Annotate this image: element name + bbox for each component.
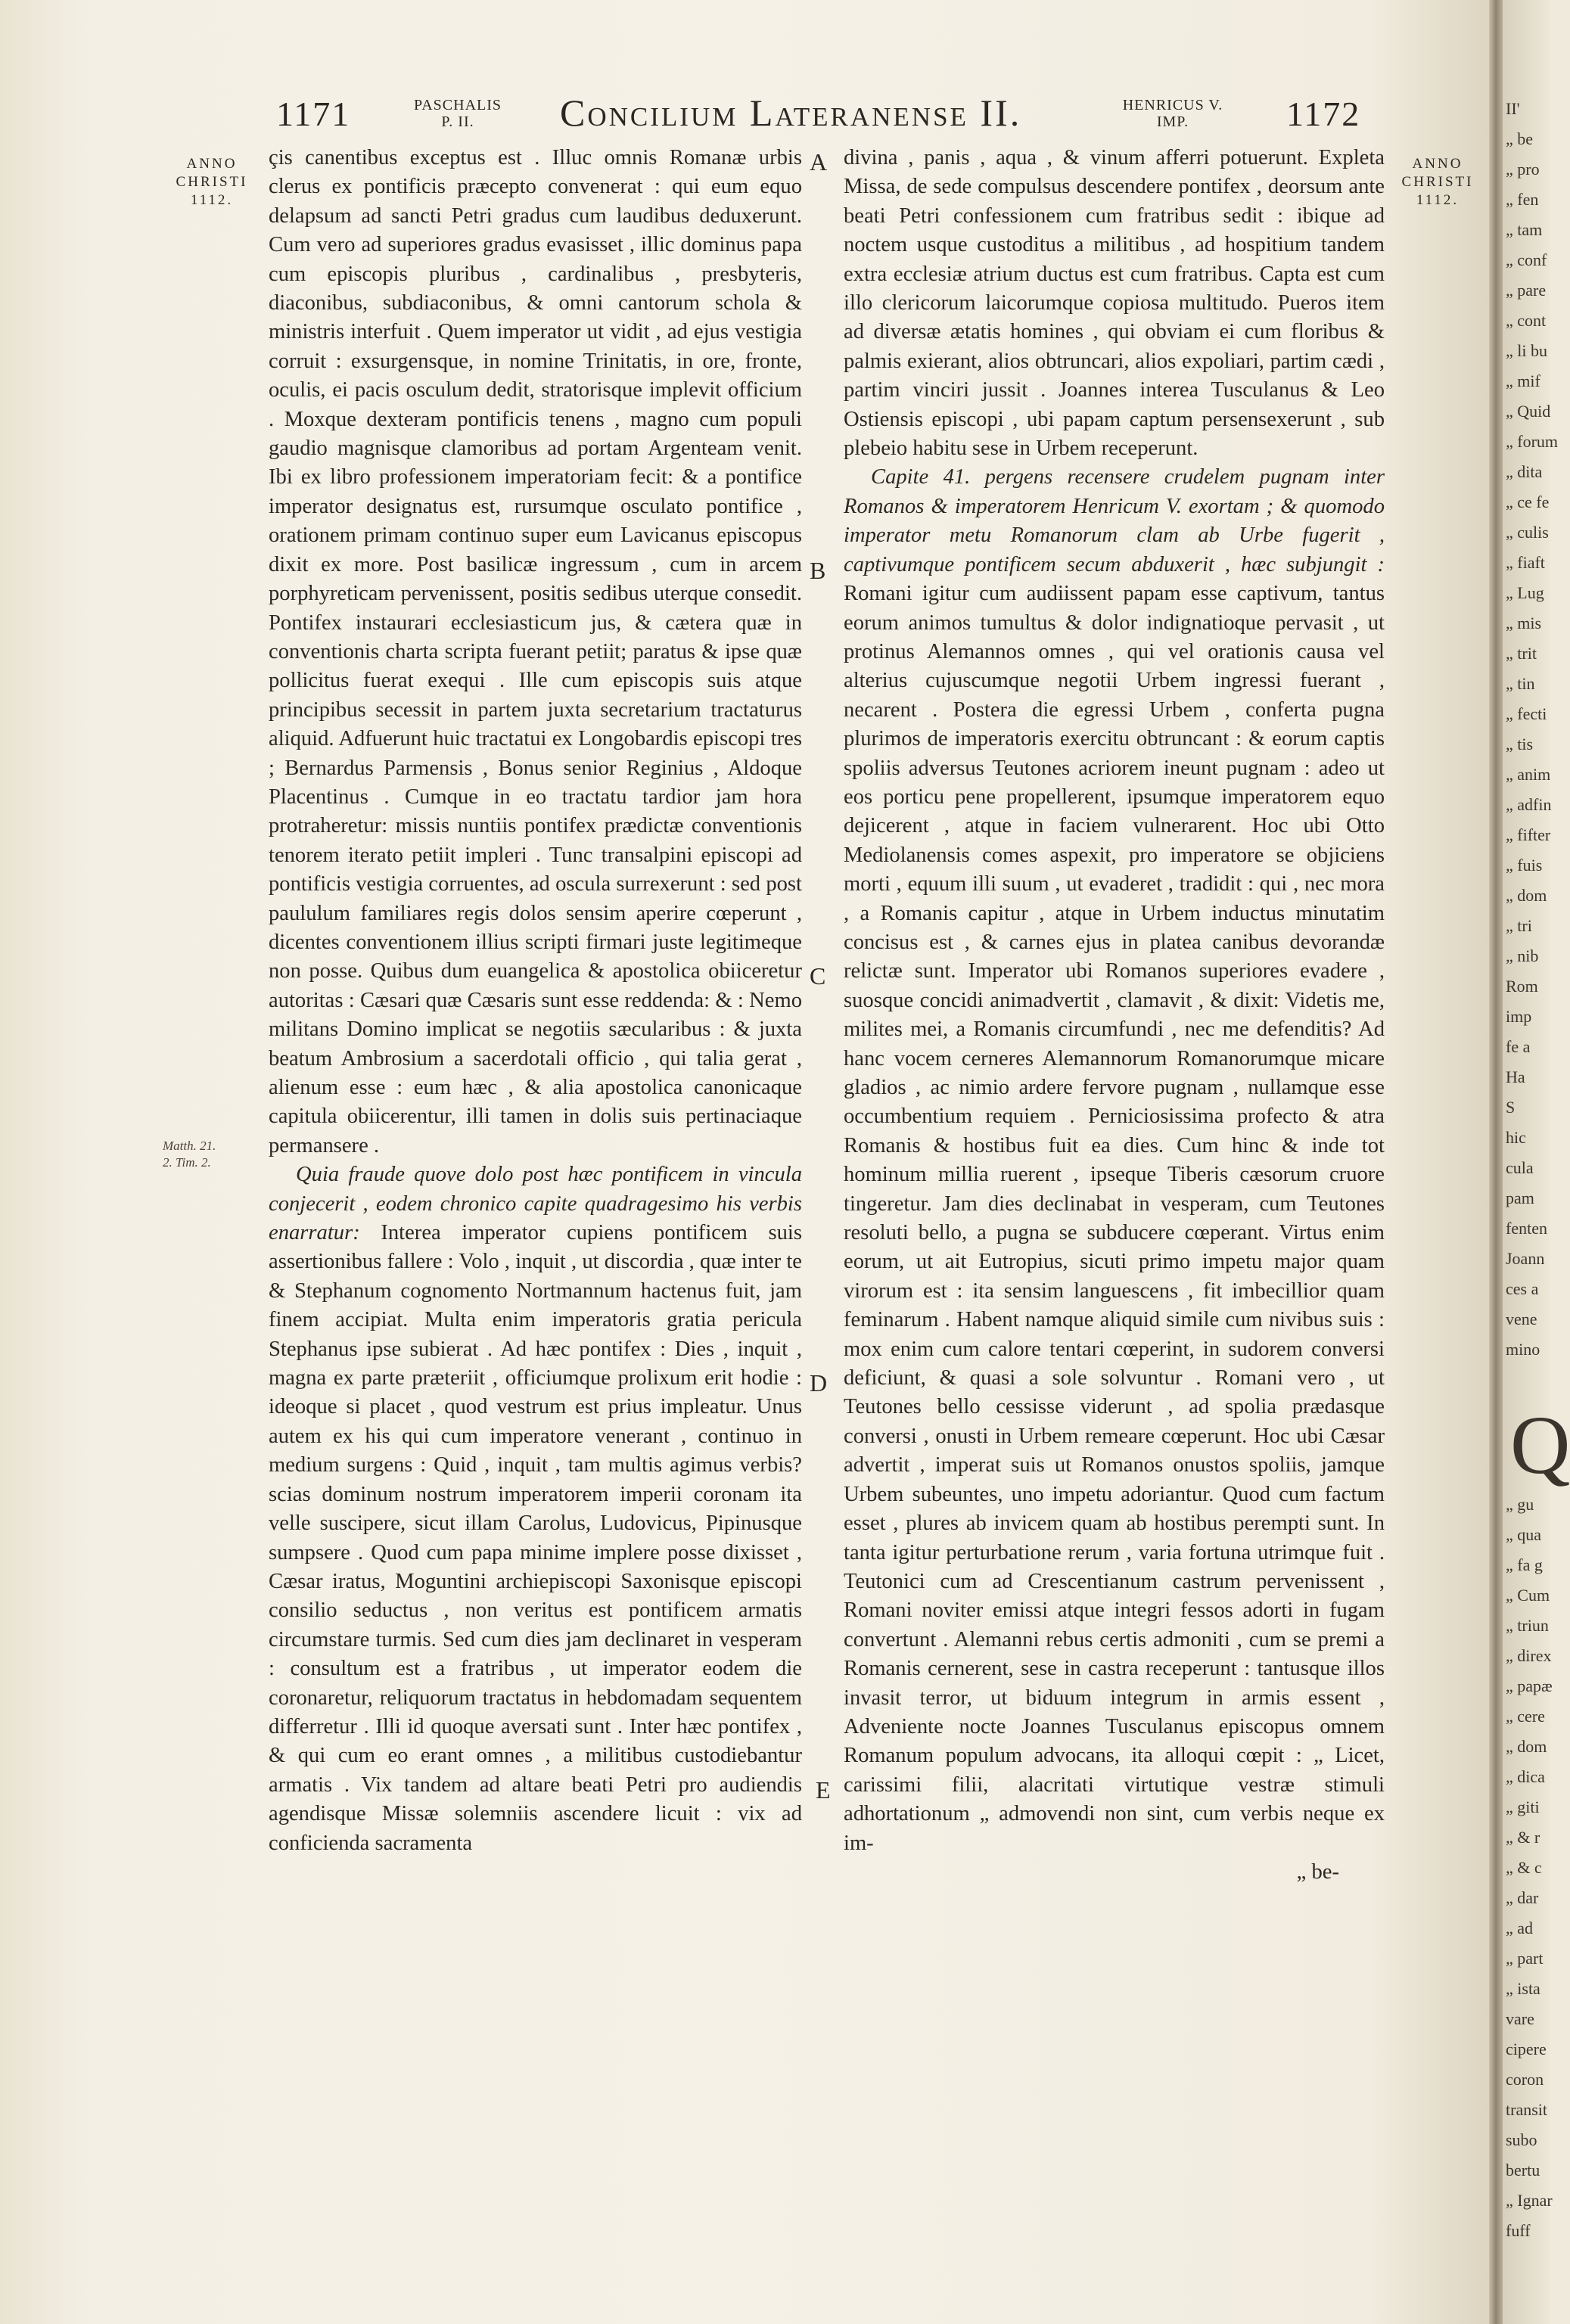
facing-page-fragment: „ & c <box>1506 1858 1542 1877</box>
facing-page-fragment: „ qua <box>1506 1525 1542 1544</box>
facing-page-fragment: „ tam <box>1506 220 1543 239</box>
facing-page-fragment: „ dom <box>1506 1737 1547 1756</box>
facing-page-fragment: „ ad <box>1506 1919 1534 1937</box>
scripture-reference-note: Matth. 21. 2. Tim. 2. <box>163 1139 216 1170</box>
facing-page-fragment: imp <box>1506 1007 1532 1026</box>
facing-page-fragment: „ mis <box>1506 614 1542 632</box>
facing-page-fragment: Joann <box>1506 1249 1545 1268</box>
facing-page-fragment: „ cont <box>1506 311 1547 330</box>
facing-page-fragment: „ trit <box>1506 644 1537 663</box>
facing-page-fragment: „ mif <box>1506 371 1540 390</box>
facing-page-fragment: „ be <box>1506 129 1534 148</box>
facing-page-fragment: cula <box>1506 1158 1534 1177</box>
right-paragraph-2-rubric: Capite 41. pergens recensere crudelem pugnam inter Romanos & imperatorem Henricum V. exortam ; & quomodo imperator metu Romanorum clam ab Urbe fugerit , captivumque pontificem secum abduxerit , hæc subjungit : <box>844 465 1385 576</box>
page-title: Concilium Lateranense II. <box>560 92 1022 134</box>
facing-page-fragment: „ direx <box>1506 1646 1552 1665</box>
facing-page-fragment: „ culis <box>1506 523 1549 542</box>
anno-christi-right: ANNO CHRISTI 1112. <box>1401 156 1474 208</box>
right-paragraph-2 <box>844 463 1385 1858</box>
facing-page-fragment: fenten <box>1506 1219 1547 1238</box>
facing-page-fragment: „ triun <box>1506 1616 1549 1635</box>
facing-page-fragment: „ fen <box>1506 190 1539 209</box>
facing-page-fragment: transit <box>1506 2100 1547 2119</box>
running-head-left: PASCHALIS P. II. <box>413 97 502 130</box>
facing-page-fragment: „ cere <box>1506 1707 1545 1726</box>
anno-christi-left: ANNO CHRISTI 1112. <box>176 156 248 208</box>
facing-page-fragment: „ fifter <box>1506 825 1551 844</box>
facing-page-fragment: „ dar <box>1506 1888 1539 1907</box>
facing-page-fragment: „ Ignar <box>1506 2191 1553 2210</box>
facing-page-fragment: „ pro <box>1506 160 1540 179</box>
left-paragraph-2-rubric: Quia fraude quove dolo post hæc pontificem in vincula conjecerit , eodem chronico capite quadragesimo his verbis enarratur: <box>269 1163 802 1245</box>
facing-page-fragment: pam <box>1506 1188 1534 1207</box>
left-paragraph-1: çis canentibus exceptus est . Illuc omnis Romanæ urbis clerus ex pontificis præcepto convenerat : qui eum equo delapsum ad sancti Petri gradus cum laudibus deduxerunt. Cum vero ad superiores gradus evasisset , illic dominus papa cum episcopis pluribus , cardinalibus , presbyteris, diaconibus, subdiaconibus, & omni cantorum schola & ministris interfuit . Quem imperator ut vidit , ad ejus vestigia corruit : exsurgensque, in nomine Trinitatis, in ore, fronte, oculis, ei pacis osculum dedit, stratorisque implevit officium . Moxque dexteram pontificis tenens , magno cum populi gaudio magnisque clamoribus ad portam Argenteam venit. Ibi ex libro professionem imperatoriam fecit: & a pontifice imperator designatus est, rursumque osculato pontifice , orationem primam continuo super eum Lavicanus episcopus dixit ex more. Post basilicæ ingressum , cum in arcem porphyreticam pervenissent, positis sedibus uterque consedit. Pontifex instaurari ecclesiasticum jus, & cætera quæ in conventionis charta scripta fuerant petiit; paratus & ipse quæ pollicitus fuerat exequi . Ille cum episcopis suis atque principibus secessit in partem juxta secretarium tractaturus aliquid. Adfuerunt huic tractatui ex Longobardis episcopi tres ; Bernardus Parmensis , Bonus senior Reginius , Aldoque Placentinus . Cumque in eo tractatu tardior jam hora protraheretur: missis nuntiis pontifex prædictæ conventionis tenorem iterato petiit impleri . Tunc transalpini episcopi ad pontificis vestigia corruentes, ad oscula surrexerunt : sed post paululum familiares regis dolos sensim aperire cœperunt , dicentes conventionem illius scripti firmari juste legitimeque non posse. Quibus dum euangelica & apostolica obiiceretur autoritas : Cæsari quæ Cæsaris sunt esse reddenda: & : Nemo militans Domino implicat se negotiis sæcularibus : & juxta beatum Ambrosium a sacerdotali officio , qui talia gerat , alienum esse : eum hæc , & alia apostolica canonicaque capitula obiicerentur, illi tamen in dolis suis pertinaciaque permansere . <box>269 146 802 1157</box>
facing-page-fragment: „ Cum <box>1506 1586 1550 1605</box>
right-text-column <box>844 144 1385 1887</box>
facing-page-fragment: „ Quid <box>1506 402 1551 421</box>
column-number-left: 1171 <box>276 95 351 133</box>
facing-page-fragment: vare <box>1506 2009 1534 2028</box>
facing-page-fragment: „ pare <box>1506 281 1547 300</box>
facing-page-fragment: „ dica <box>1506 1767 1545 1786</box>
book-binding-gutter <box>1489 0 1503 2324</box>
facing-page-fragment: bertu <box>1506 2161 1540 2180</box>
facing-page-fragment: „ fecti <box>1506 704 1547 723</box>
facing-page-fragment: „ tis <box>1506 735 1534 753</box>
left-paragraph-2-text: Interea imperator cupiens pontificem suis assertionibus fallere : Volo , inquit , ut discordia , quæ inter te & Stephanum cognomento Nortmannum hactenus fuit, jam finem accipiat. Multa enim imperatoris gratia pericula Stephanus ipse subierat . Ad hæc pontifex : Dies , inquit , magna ex parte præteriit , officiumque prolixum erit hodie : ideoque si placet , quod vestrum est prius impleatur. Unus autem ex his qui cum imperatore venerant , continuo in medium surgens : Quid , inquit , tam multis agimus verbis? scias dominum nostrum imperatorem imperii coronam ita velle suscipere, sicut illam Carolus, Ludovicus, Pipinusque sumpsere . Quod cum papa minime implere posse dixisset , Cæsar iratus, Moguntini archiepiscopi Saxonisque episcopi consilio seductus , non veritus est pontificem armatis circumstare turmis. Sed cum dies jam declinaret in vesperam : consultum est a fratribus , ut imperator eodem die coronaretur, reliquorum tractatus in hebdomadam sequentem differretur . Illi id quoque aversati sunt . Inter hæc pontifex , & qui cum eo erant omnes , a militibus custodiebantur armatis . Vix tandem ad altare beati Petri pro audiendis agendisque Missæ solemniis ascendere licuit : vix ad conficienda sacramenta <box>269 1221 802 1855</box>
facing-page-fragment: cipere <box>1506 2040 1547 2058</box>
facing-page-edge <box>1503 0 1570 2324</box>
facing-page-fragment: fuff <box>1506 2221 1531 2240</box>
column-number-right: 1172 <box>1286 95 1361 133</box>
facing-page-fragment: Ha <box>1506 1067 1525 1086</box>
facing-page-fragment: „ li bu <box>1506 341 1547 360</box>
facing-page-fragment: „ tin <box>1506 674 1535 693</box>
facing-page-fragment: hic <box>1506 1128 1526 1147</box>
left-paragraph-2 <box>269 1160 802 1858</box>
facing-page-fragment: Rom <box>1506 977 1538 996</box>
facing-page-fragment: „ giti <box>1506 1797 1540 1816</box>
catchword: „ be- <box>1296 1860 1339 1884</box>
facing-page-fragment: „ ce fe <box>1506 492 1550 511</box>
section-letter-b: B <box>810 557 826 584</box>
facing-page-fragment: „ fiaft <box>1506 553 1545 572</box>
facing-page-fragment: „ ista <box>1506 1979 1540 1998</box>
facing-page-fragment: mino <box>1506 1340 1540 1359</box>
right-paragraph-1: divina , panis , aqua , & vinum afferri potuerunt. Expleta Missa, de sede compulsus descendere pontifex , deorsum ante beati Petri confessionem cum fratribus sedit : ibique ad noctem usque custoditus a militibus , ad hospitium tandem extra ecclesiæ atrium ductus est cum fratribus. Capta est cum illo clericorum laicorumque copiosa multitudo. Pueros item ad diversæ ætatis homines , qui obviam ei cum floribus & palmis exierant, alios obtruncari, alios expoliari, partim cædi , partim vinciri jussit . Joannes interea Tusculanus & Leo Ostiensis episcopi , ubi papam captum persensexerunt , sub plebeio habitu sese in Urbem receperunt. <box>844 146 1385 461</box>
facing-page-fragment: subo <box>1506 2130 1537 2149</box>
facing-page-fragment: „ gu <box>1506 1495 1534 1514</box>
right-paragraph-2-text: Romani igitur cum audiissent papam esse captivum, tantus eorum animos tumultus & dolor indignatioque pervasit , ut protinus Alemannos omnes , qui vel orationis causa vel alterius cujuscumque negotii Urbem ingressi fuerant , necarent . Postera die egressi Urbem , conferta pugna plurimos de imperatoris exercitu obtruncant : & eorum captis spoliis adversus Teutones acriorem ineunt pugnam : adeo ut eos porticu pene propellerent, ipsumque imperatorem equo dejicerent , atque in faciem vulnerarent. Hoc ubi Otto Mediolanensis comes aspexit, pro imperatore se objiciens morti , equum illi suum , ut evaderet , tradidit : qui , nec mora , a Romanis capitur , atque in Urbem inductus minutatim concisus est , & carnes ejus in platea canibus devorandæ relictæ sunt. Imperator ubi Romanos superiores evadere , suosque concidi animadvertit , clamavit , & dixit: Videtis me, milites mei, a Romanis circumfundi , nec me defenditis? Ad hanc vocem cerneres Alemannorum Romanorumque micare gladios , ac nimio ardere fervore pugnam , nullamque esse occumbentium requiem . Perniciosissima profecto & atra Romanis & hostibus fuit ea dies. Cum hinc & inde tot hominum millia ruerent , ipseque Tiberis cæsorum cruore tingeretur. Jam dies declinabat in vesperam, cum Teutones resoluti bello, a pugna se subducere cœperant. Virtus enim eorum, ut ait Eutropius, sicuti primo impetu major quam virorum est : ita sensim languescens , fit imbecillior quam feminarum . Habent namque aliquid simile cum nivibus suis : mox enim cum calore tentari cœperint, in sudorem conversi deficiunt, & quasi a sole solvuntur . Romani vero , ut Teutones bello cessisse viderunt , ad spolia prædasque conversi , onusti in Urbem remeare cœperunt. Hoc ubi Cæsar advertit , imperat suis ut Romanos onustos spoliis, jamque Urbem subeuntes, uno impetu adoriantur. Quod cum factum esset , plures ab invicem quam ab hostibus perempti sunt. In tanta igitur perturbatione rerum , varia fortuna utrimque fuit . Teutonici cum ad Crescentianum castrum pervenissent , Romani noviter emissi atque integri fessos adorti in fugam convertunt . Alemanni rebus certis admoniti , cum se premi a Romanis cernerent, sese in castra receperunt : tantusque illos invasit terror, ut biduum integrum in armis essent , Adveniente nocte Joannes Tusculanus episcopus omnem Romanum populum advocans, ita alloqui cœpit : „ Licet, carissimi filii, alacritati virtutique vestræ stimuli adhortationum „ admovendi non sint, cum verbis neque ex im- <box>844 582 1385 1855</box>
facing-page-fragment: Q <box>1510 1399 1570 1491</box>
facing-page-fragment: „ tri <box>1506 916 1532 935</box>
facing-page-fragment: „ fa g <box>1506 1555 1543 1574</box>
facing-page-fragment: ces a <box>1506 1279 1539 1298</box>
facing-page-fragment: „ anim <box>1506 765 1551 784</box>
section-letter-c: C <box>810 962 826 990</box>
section-letter-d: D <box>810 1369 828 1397</box>
facing-page-fragment: „ dom <box>1506 886 1547 905</box>
facing-page-fragment: vene <box>1506 1310 1537 1328</box>
facing-page-fragment: II' <box>1506 99 1520 118</box>
facing-page-fragment: „ adfin <box>1506 795 1552 814</box>
facing-page-fragment: „ nib <box>1506 946 1539 965</box>
facing-page-fragment: „ part <box>1506 1949 1544 1968</box>
facing-page-fragment: fe a <box>1506 1037 1531 1056</box>
facing-page-fragment: „ papæ <box>1506 1676 1553 1695</box>
facing-page-fragment: „ & r <box>1506 1828 1540 1847</box>
section-letter-e: E <box>816 1776 831 1804</box>
facing-page-fragment: coron <box>1506 2070 1544 2089</box>
facing-page-fragment: „ forum <box>1506 432 1559 451</box>
facing-page-fragment: S <box>1506 1098 1516 1117</box>
section-letter-a: A <box>810 148 828 176</box>
facing-page-fragment: „ Lug <box>1506 583 1544 602</box>
facing-page-fragment: „ dita <box>1506 462 1543 481</box>
facing-page-fragment: „ fuis <box>1506 856 1543 875</box>
facing-page-fragment: „ conf <box>1506 250 1547 269</box>
left-text-column <box>269 144 802 1858</box>
running-head-right: HENRICUS V. IMP. <box>1122 97 1223 130</box>
